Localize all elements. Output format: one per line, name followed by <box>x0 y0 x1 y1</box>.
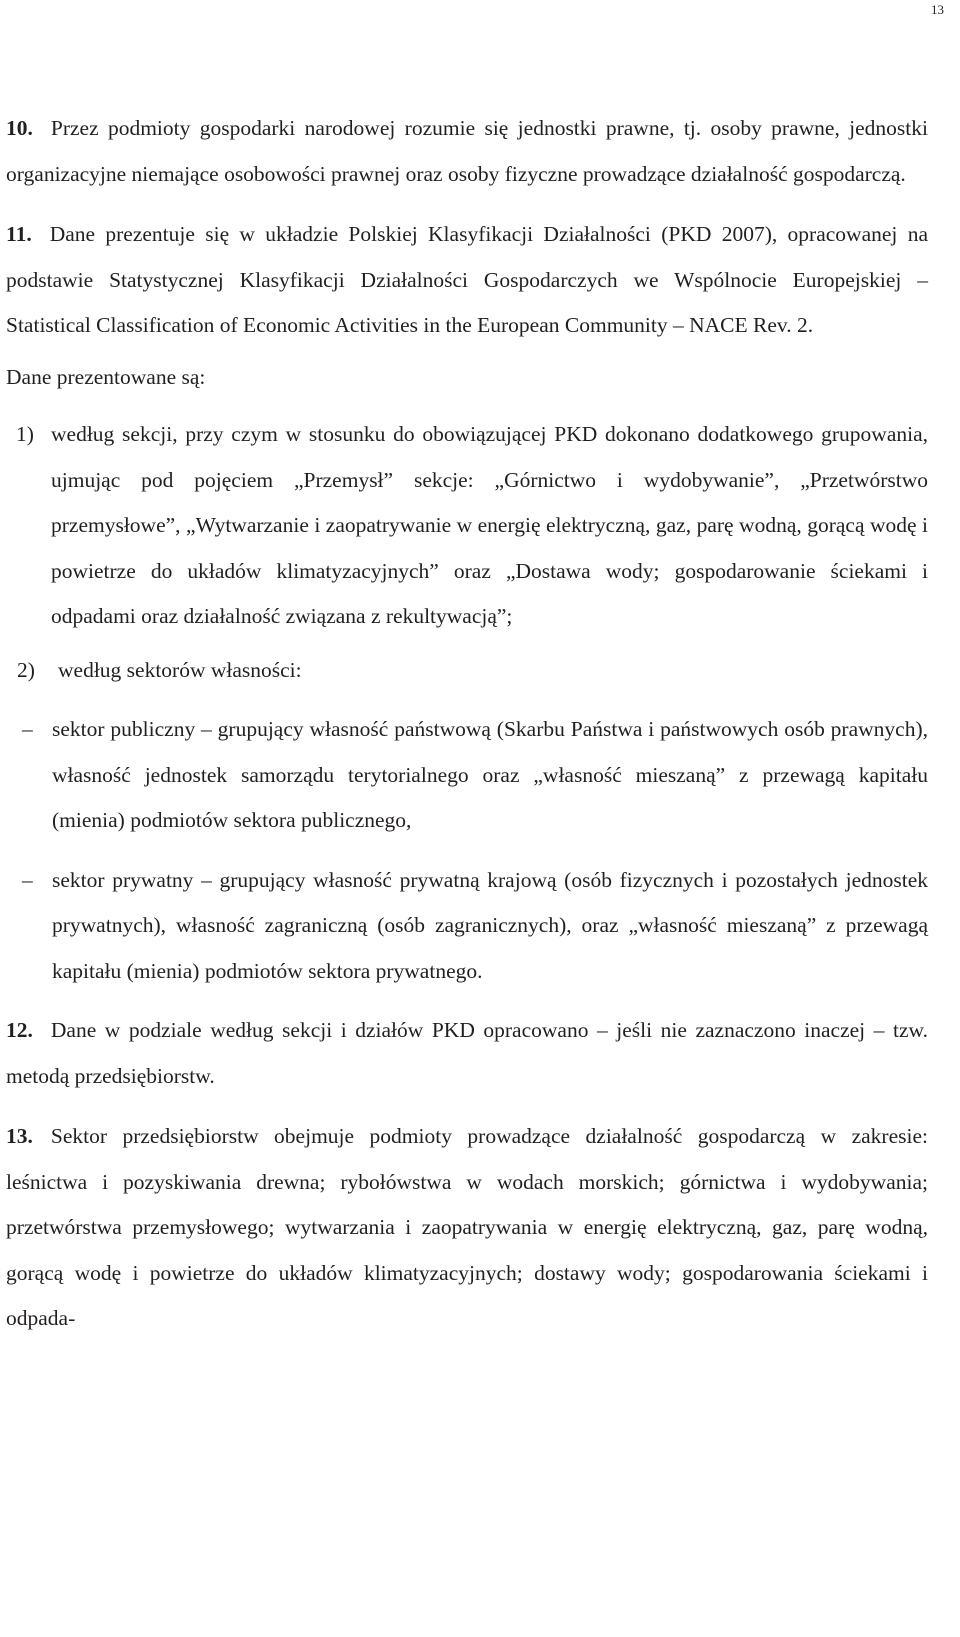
note-11 <box>6 212 928 349</box>
note-12 <box>6 1008 928 1099</box>
note-number: 13. <box>6 1124 33 1148</box>
sector-private <box>6 858 928 995</box>
note-number: 11. <box>6 222 32 246</box>
list-item-sections <box>6 412 928 640</box>
list-item-text: według sekcji, przy czym w stosunku do obowiązującej PKD dokonano dodatkowego grupowania, ujmując pod pojęciem „Przemysł” sekcje: „Górnictwo i wydobywanie”, „Przetwórstwo przemysłowe”, „Wytwarzanie i zaopatrywanie w energię elektryczną, gaz, parę wodną, gorącą wodę i powietrze do układów klimatyzacyjnych” oraz „Dostawa wody; gospodarowanie ściekami i odpadami oraz działalność związana z rekultywacją”; <box>51 422 928 628</box>
sector-text: sektor publiczny – grupujący własność państwową (Skarbu Państwa i państwowych osób prawnych), własność jednostek samorządu terytorialnego oraz „własność mieszaną” z przewagą kapitału (mienia) podmiotów sektora publicznego, <box>52 717 928 832</box>
note-text: Dane prezentuje się w układzie Polskiej Klasyfikacji Działalności (PKD 2007), opracowanej na podstawie Statystycznej Klasyfikacji Działalności Gospodarczych we Wspólnocie Europejskiej – Statistical Classification of Economic Activities in the European Community – NACE Rev. 2. <box>6 222 928 337</box>
document-body <box>6 106 928 1342</box>
list-marker: 1) <box>16 422 34 446</box>
list-marker: 2) <box>17 657 35 682</box>
sector-text: sektor prywatny – grupujący własność prywatną krajową (osób fizycznych i pozostałych jednostek prywatnych), własność zagraniczną (osób zagranicznych), oraz „własność mieszaną” z przewagą kapitału (mienia) podmiotów sektora prywatnego. <box>52 867 928 983</box>
note-text: Dane w podziale według sekcji i działów PKD opracowano – jeśli nie zaznaczono inaczej – tzw. metodą przedsiębiorstw. <box>6 1018 928 1088</box>
dash-marker: – <box>22 717 33 741</box>
note-10 <box>6 106 928 197</box>
list-item-text: według sektorów własności: <box>58 657 302 682</box>
note-number: 12. <box>6 1018 33 1042</box>
list-item-ownership-sectors <box>6 648 928 694</box>
note-number: 10. <box>6 116 33 140</box>
note-text: Sektor przedsiębiorstw obejmuje podmioty prowadzące działalność gospodarczą w zakresie: leśnictwa i pozyskiwania drewna; rybołówstwa w wodach morskich; górnictwa i wydobywania; przetwórstwa przemysłowego; wytwarzania i zaopatrywania w energię elektryczną, gaz, parę wodną, gorącą wodę i powietrze do układów klimatyzacyjnych; dostawy wody; gospodarowania ściekami i odpada- <box>6 1124 928 1330</box>
page-number: 13 <box>931 2 944 17</box>
data-presented-intro: Dane prezentowane są: <box>6 364 206 389</box>
note-text: Przez podmioty gospodarki narodowej rozumie się jednostki prawne, tj. osoby prawne, jednostki organizacyjne niemające osobowości prawnej oraz osoby fizyczne prowadzące działalność gospodarczą. <box>6 116 928 186</box>
note-13 <box>6 1114 928 1342</box>
dash-marker: – <box>22 867 33 892</box>
sector-public <box>6 707 928 844</box>
